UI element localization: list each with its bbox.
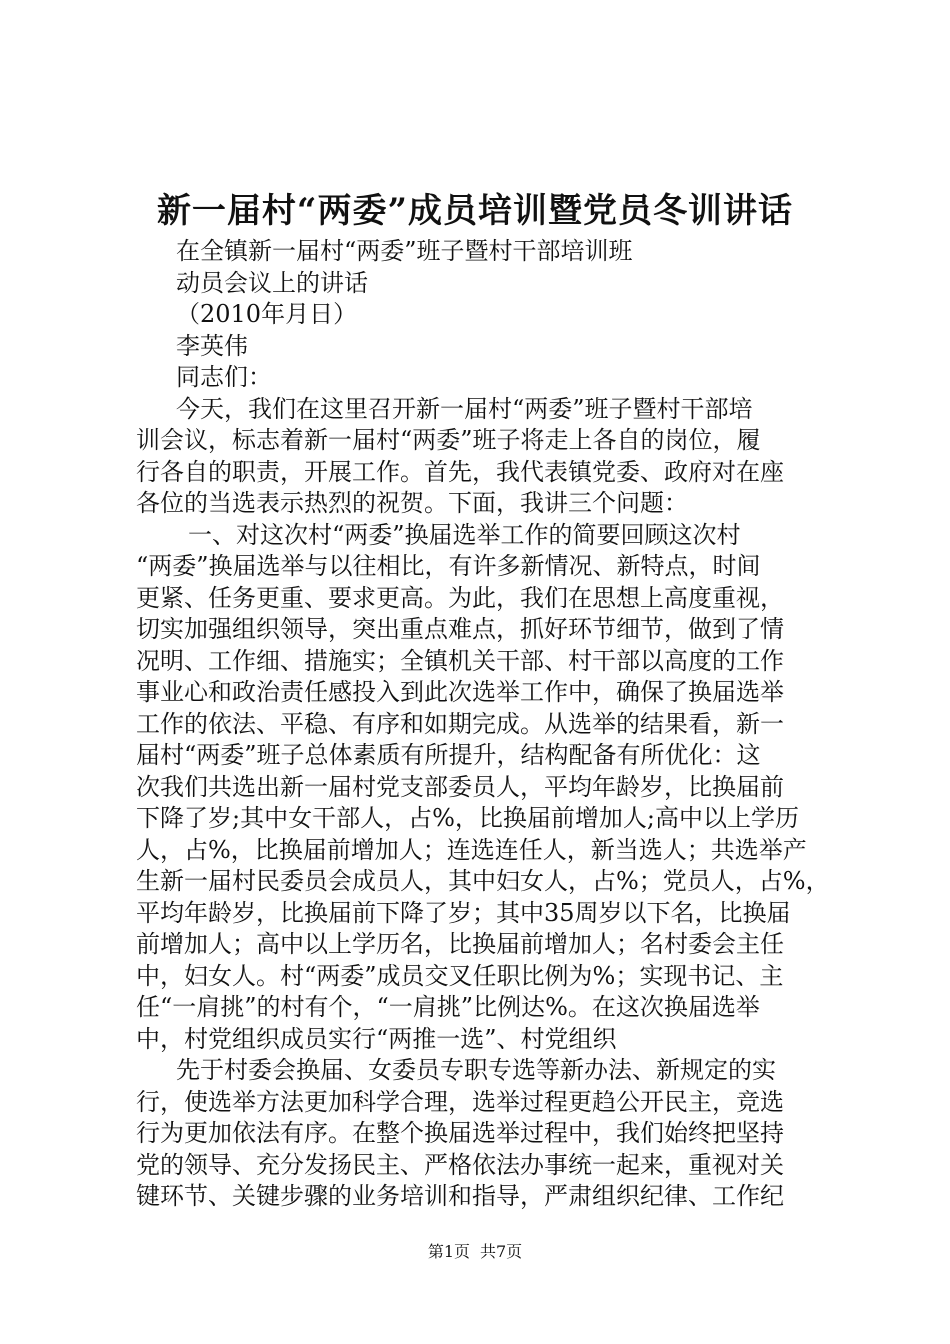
text-line: 动员会议上的讲话 xyxy=(176,268,368,297)
text-line: 次我们共选出新一届村党支部委员人，平均年龄岁，比换届前 xyxy=(136,772,784,801)
text-line: 况明、工作细、措施实；全镇机关干部、村干部以高度的工作 xyxy=(136,646,784,675)
text-line: 同志们： xyxy=(176,363,272,391)
text-line: 行为更加依法有序。在整个换届选举过程中，我们始终把坚持 xyxy=(136,1119,784,1147)
text-line: 任“一肩挑”的村有个，“一肩挑”比例达%。在这次换届选举 xyxy=(136,993,760,1021)
text-line: 一、对这次村“两委”换届选举工作的简要回顾这次村 xyxy=(188,520,741,549)
text-line: 工作的依法、平稳、有序和如期完成。从选举的结果看，新一 xyxy=(136,709,784,738)
text-line: 生新一届村民委员会成员人，其中妇女人，占%；党员人，占%， xyxy=(136,867,830,895)
text-line: 行各自的职责，开展工作。首先，我代表镇党委、政府对在座 xyxy=(136,457,784,486)
text-line: 先于村委会换届、女委员专职专选等新办法、新规定的实 xyxy=(176,1056,776,1084)
document-title: 新一届村“两委”成员培训暨党员冬训讲话 xyxy=(156,191,794,231)
text-line: （2010年月日） xyxy=(176,300,358,328)
text-line: 前增加人；高中以上学历名，比换届前增加人；名村委会主任 xyxy=(136,930,784,958)
text-line: 李英伟 xyxy=(176,331,248,360)
text-line: 训会议，标志着新一届村“两委”班子将走上各自的岗位，履 xyxy=(136,426,761,454)
text-line: 中，妇女人。村“两委”成员交叉任职比例为%；实现书记、主 xyxy=(136,961,784,990)
text-line: 行，使选举方法更加科学合理，选举过程更趋公开民主，竞选 xyxy=(136,1087,784,1116)
page-footer xyxy=(0,1240,950,1264)
text-line: 各位的当选表示热烈的祝贺。下面，我讲三个问题： xyxy=(136,489,688,517)
text-line: 在全镇新一届村“两委”班子暨村干部培训班 xyxy=(176,237,633,265)
text-line: 今天，我们在这里召开新一届村“两委”班子暨村干部培 xyxy=(176,394,753,423)
document-body xyxy=(136,236,851,1213)
text-line: 届村“两委”班子总体素质有所提升，结构配备有所优化：这 xyxy=(136,741,761,769)
text-line: 更紧、任务更重、要求更高。为此，我们在思想上高度重视， xyxy=(136,583,784,612)
text-line: 下降了岁;其中女干部人，占%，比换届前增加人;高中以上学历 xyxy=(136,804,799,832)
text-line: 人，占%，比换届前增加人；连选连任人，新当选人；共选举产 xyxy=(136,835,807,864)
page-total: 共7页 xyxy=(480,1242,523,1261)
page-number: 第1页 xyxy=(427,1242,470,1261)
text-line: 中，村党组织成员实行“两推一选”、村党组织 xyxy=(136,1024,617,1053)
text-line: 切实加强组织领导，突出重点难点，抓好环节细节，做到了情 xyxy=(136,615,784,643)
text-line: 平均年龄岁，比换届前下降了岁；其中35周岁以下名，比换届 xyxy=(136,898,791,927)
text-line: 党的领导、充分发扬民主、严格依法办事统一起来，重视对关 xyxy=(136,1150,784,1179)
text-line: 事业心和政治责任感投入到此次选举工作中，确保了换届选举 xyxy=(136,678,784,706)
text-line: “两委”换届选举与以往相比，有许多新情况、新特点，时间 xyxy=(136,552,761,580)
text-line: 键环节、关键步骤的业务培训和指导，严肃组织纪律、工作纪 xyxy=(136,1182,784,1210)
